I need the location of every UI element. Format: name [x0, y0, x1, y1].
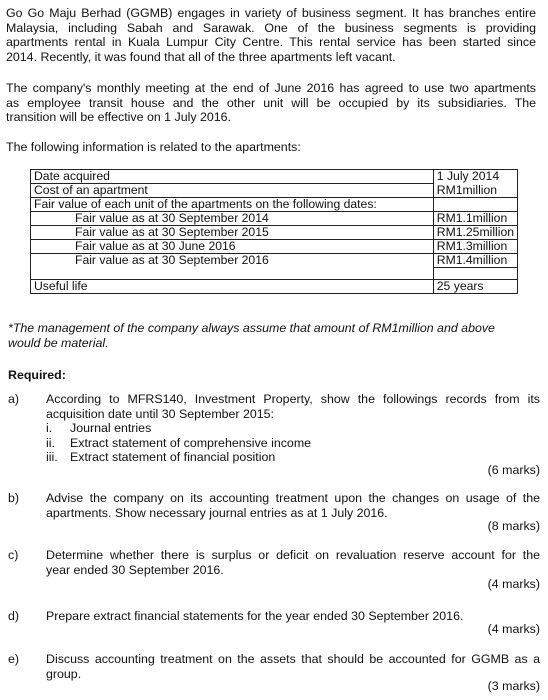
question-text: group. — [46, 666, 82, 681]
meeting-line: as employee transit house and the other unit will be occupied by its subsidiaries. The — [6, 95, 536, 110]
fair-value-amount: RM1.3million — [433, 240, 517, 254]
required-heading: Required: — [8, 368, 66, 382]
marks: (4 marks) — [487, 622, 540, 636]
question-text: year ended 30 September 2016. — [46, 562, 224, 577]
question-b — [8, 491, 540, 537]
fair-value-amount: RM1.4million — [433, 254, 517, 268]
question-label: a) — [8, 392, 20, 406]
question-a — [8, 392, 540, 480]
marks: (3 marks) — [487, 679, 540, 693]
intro-line: apartments rental in Kuala Lumpur City Centre. This rental service has been started since — [6, 35, 536, 50]
fair-value-label: Fair value as at 30 September 2015 — [31, 226, 434, 240]
question-label: d) — [8, 609, 20, 623]
question-label: e) — [8, 652, 20, 666]
question-text: apartments. Show necessary journal entries as at 1 July 2016. — [46, 505, 388, 520]
sub-item: iii. Extract statement of financial position — [46, 450, 276, 465]
question-d — [8, 609, 540, 639]
question-text: Determine whether there is surplus or deficit on revaluation reserve account for the — [46, 548, 540, 562]
table-row — [31, 254, 518, 268]
useful-life-label: Useful life — [31, 280, 434, 294]
intro-line: 2014. Recently, it was found that all of the three apartments left vacant. — [6, 49, 396, 64]
marks: (8 marks) — [487, 519, 540, 533]
table-row — [31, 280, 518, 294]
question-text: According to MFRS140, Investment Property, show the followings records from its — [46, 392, 540, 406]
table-row — [31, 212, 518, 226]
question-e — [8, 652, 540, 696]
cost-value: RM1million — [433, 184, 517, 198]
table-row — [31, 198, 518, 212]
note-line: would be material. — [8, 335, 109, 350]
meeting-line: The company's monthly meeting at the end of June 2016 has agreed to use two apartments — [6, 81, 536, 95]
table-row — [31, 184, 518, 198]
date-acquired-label: Date acquired — [31, 170, 434, 184]
fair-value-label: Fair value as at 30 September 2014 — [31, 212, 434, 226]
cost-label: Cost of an apartment — [31, 184, 434, 198]
fair-value-amount: RM1.25million — [433, 226, 517, 240]
question-text: Discuss accounting treatment on the assets that should be accounted for GGMB as a — [46, 652, 540, 666]
marks: (4 marks) — [487, 577, 540, 591]
fair-value-label: Fair value as at 30 June 2016 — [31, 240, 434, 254]
fair-value-heading: Fair value of each unit of the apartments on the following dates: — [31, 198, 434, 212]
question-text: Prepare extract financial statements for the year ended 30 September 2016. — [46, 609, 464, 623]
question-label: b) — [8, 491, 20, 505]
intro-paragraph — [6, 6, 536, 64]
table-row — [31, 226, 518, 240]
sub-item: ii. Extract statement of comprehensive income — [46, 435, 312, 450]
meeting-paragraph — [6, 81, 536, 125]
apartment-info-table — [30, 169, 518, 294]
info-intro: The following information is related to the apartments: — [6, 140, 301, 154]
date-acquired-value: 1 July 2014 — [433, 170, 517, 184]
intro-line: Malaysia, including Sabah and Sarawak. One of the business segments is providing — [6, 20, 536, 35]
question-label: c) — [8, 548, 19, 562]
note-line: *The management of the company always assume that amount of RM1million and above — [8, 321, 495, 335]
question-text: acquisition date until 30 September 2015: — [46, 406, 275, 421]
table-row — [31, 240, 518, 254]
sub-item: i. Journal entries — [46, 421, 152, 436]
meeting-line: transition will be effective on 1 July 2016. — [6, 110, 231, 125]
question-text: Advise the company on its accounting treatment upon the changes on usage of the — [46, 491, 540, 505]
table-row — [31, 170, 518, 184]
fair-value-label: Fair value as at 30 September 2016 — [31, 254, 434, 268]
useful-life-value: 25 years — [433, 280, 517, 294]
materiality-note — [8, 321, 538, 350]
fair-value-amount: RM1.1million — [433, 212, 517, 226]
intro-line: Go Go Maju Berhad (GGMB) engages in variety of business segment. It has branches entire — [6, 6, 536, 20]
marks: (6 marks) — [487, 463, 540, 477]
question-c — [8, 548, 540, 592]
